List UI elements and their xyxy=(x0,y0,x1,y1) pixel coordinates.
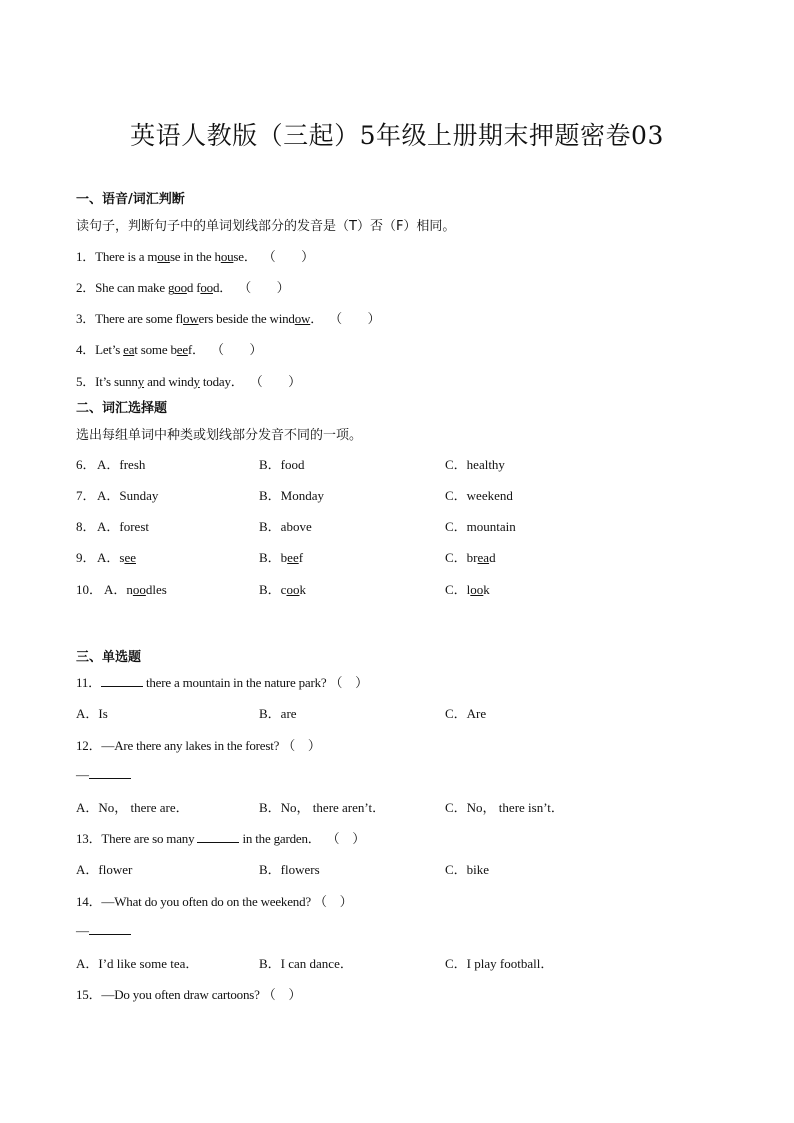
section-2-heading: 二、词汇选择题 xyxy=(76,401,168,416)
option-a[interactable]: A．forest xyxy=(97,519,149,534)
question-text: f． xyxy=(187,342,205,357)
answer-parentheses[interactable]: （ ） xyxy=(326,831,366,846)
question-number: 3． xyxy=(76,311,96,326)
question-text: —Do you often draw cartoons? xyxy=(101,987,260,1002)
question-15 xyxy=(76,984,301,1003)
question-text: d． xyxy=(212,280,233,295)
question-text: There are some fl xyxy=(95,311,184,326)
question-number: 13． xyxy=(76,831,102,846)
answer-parentheses[interactable]: （ ） xyxy=(238,280,290,295)
section-3-heading: 三、单选题 xyxy=(76,650,142,665)
underlined-letters: y xyxy=(193,374,200,389)
answer-parentheses[interactable]: （ ） xyxy=(262,249,314,264)
option-b[interactable]: B．I can dance． xyxy=(259,956,353,971)
fill-in-blank[interactable] xyxy=(197,830,239,843)
question-text: —What do you often do on the weekend? xyxy=(101,894,311,909)
option-a[interactable]: A．I’d like some tea． xyxy=(76,956,199,971)
answer-parentheses[interactable]: （ ） xyxy=(329,311,381,326)
question-number: 4． xyxy=(76,342,96,357)
question-text: ． xyxy=(310,311,324,326)
question-text: se in the h xyxy=(169,249,221,264)
question-5 xyxy=(76,371,301,390)
option-c[interactable]: C．mountain xyxy=(445,519,516,534)
question-number: 14． xyxy=(76,894,102,909)
option-a[interactable]: A．see xyxy=(97,550,136,565)
fill-in-blank[interactable] xyxy=(89,922,131,935)
question-8-number: 8． xyxy=(76,519,96,534)
option-c[interactable]: C．bread xyxy=(445,550,496,565)
fill-in-blank[interactable] xyxy=(89,766,131,779)
question-number: 5． xyxy=(76,374,96,389)
option-b[interactable]: B．food xyxy=(259,457,305,472)
question-text: Let’s xyxy=(95,342,124,357)
option-a[interactable]: A．Sunday xyxy=(97,488,159,503)
underlined-letters: ea xyxy=(123,342,135,357)
question-10-number: 10． xyxy=(76,582,103,597)
option-a[interactable]: A．flower xyxy=(76,862,133,877)
question-text: and wind xyxy=(144,374,194,389)
question-4 xyxy=(76,339,262,358)
question-13 xyxy=(76,828,365,847)
question-number: 2． xyxy=(76,280,96,295)
question-text: ers beside the wind xyxy=(198,311,295,326)
answer-line: — xyxy=(76,922,131,939)
question-text: She can make g xyxy=(95,280,175,295)
answer-parentheses[interactable]: （ ） xyxy=(329,675,368,690)
option-a[interactable]: A．noodles xyxy=(104,582,167,597)
question-number: 15． xyxy=(76,987,102,1002)
option-b[interactable]: B．No， there aren’t． xyxy=(259,800,386,815)
question-text: It’s sunn xyxy=(95,374,138,389)
option-a[interactable]: A．fresh xyxy=(97,457,146,472)
underlined-letters: ou xyxy=(157,249,170,264)
question-11 xyxy=(76,672,368,691)
option-b[interactable]: B．flowers xyxy=(259,862,320,877)
underlined-letters: ou xyxy=(220,249,234,264)
underlined-letters: ow xyxy=(294,311,311,326)
question-3 xyxy=(76,308,380,327)
question-text: There are so many xyxy=(101,831,198,846)
answer-parentheses[interactable]: （ ） xyxy=(314,894,353,909)
option-c[interactable]: C．weekend xyxy=(445,488,513,503)
question-text: d f xyxy=(186,280,201,295)
question-2 xyxy=(76,277,289,296)
section-1-heading: 一、语音/词汇判断 xyxy=(76,192,185,207)
question-text: se． xyxy=(233,249,257,264)
question-6-number: 6． xyxy=(76,457,96,472)
section-2-instruction: 选出每组单词中种类或划线部分发音不同的一项。 xyxy=(76,428,363,443)
option-c[interactable]: C．healthy xyxy=(445,457,505,472)
option-b[interactable]: B．beef xyxy=(259,550,304,565)
answer-line: — xyxy=(76,766,131,783)
option-b[interactable]: B．are xyxy=(259,706,297,721)
underlined-letters: oo xyxy=(174,280,187,295)
fill-in-blank[interactable] xyxy=(101,674,143,687)
question-number: 12． xyxy=(76,738,102,753)
option-a[interactable]: A．Is xyxy=(76,706,108,721)
question-14 xyxy=(76,891,352,910)
question-text: today． xyxy=(199,374,244,389)
question-number: 1． xyxy=(76,249,96,264)
option-c[interactable]: C．Are xyxy=(445,706,487,721)
question-1 xyxy=(76,246,314,265)
answer-parentheses[interactable]: （ ） xyxy=(262,987,302,1002)
question-12 xyxy=(76,735,321,754)
answer-parentheses[interactable]: （ ） xyxy=(210,342,263,357)
question-text: —Are there any lakes in the forest? xyxy=(101,738,280,753)
option-a[interactable]: A．No， there are． xyxy=(76,800,189,815)
answer-parentheses[interactable]: （ ） xyxy=(282,738,321,753)
question-text: there a mountain in the nature park? xyxy=(142,675,327,690)
question-number: 11． xyxy=(76,675,101,690)
section-1-instruction: 读句子，判断句子中的单词划线部分的发音是（T）否（F）相同。 xyxy=(76,219,456,234)
question-text: There is a m xyxy=(95,249,158,264)
page-title: 英语人教版（三起）5年级上册期末押题密卷03 xyxy=(130,121,664,150)
underlined-letters: oo xyxy=(200,280,213,295)
underlined-letters: y xyxy=(137,374,145,389)
option-b[interactable]: B．Monday xyxy=(259,488,325,503)
option-b[interactable]: B．above xyxy=(259,519,312,534)
question-text: in the garden． xyxy=(239,831,321,846)
underlined-letters: ow xyxy=(183,311,199,326)
option-c[interactable]: C．I play football． xyxy=(445,956,554,971)
option-c[interactable]: C．look xyxy=(445,582,490,597)
option-b[interactable]: B．cook xyxy=(259,582,306,597)
underlined-letters: ee xyxy=(176,342,188,357)
answer-parentheses[interactable]: （ ） xyxy=(249,374,301,389)
question-text: t some b xyxy=(134,342,177,357)
question-7-number: 7． xyxy=(76,488,96,503)
question-9-number: 9． xyxy=(76,550,96,565)
option-c[interactable]: C．bike xyxy=(445,862,490,877)
option-c[interactable]: C．No， there isn’t． xyxy=(445,800,564,815)
